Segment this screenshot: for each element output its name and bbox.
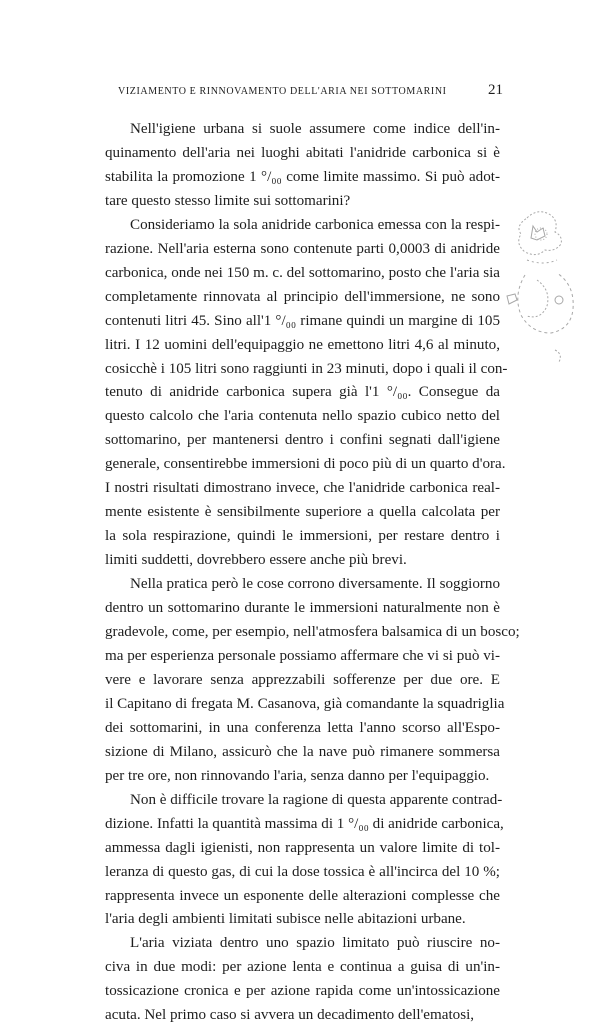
text-line: sizione di Milano, assicurò che la nave può rimanere sommersa bbox=[105, 743, 500, 760]
text-line: tare questo stesso limite sui sottomarini? bbox=[105, 192, 351, 209]
text-line: leranza di questo gas, di cui la dose tossica è all'incirca del 10 %; bbox=[105, 863, 500, 880]
text-line: tossicazione cronica e per azione rapida come un'intossicazione bbox=[105, 983, 500, 1000]
text-line: L'aria viziata dentro uno spazio limitato può riuscire no- bbox=[130, 935, 500, 952]
text-line: dei sottomarini, in una conferenza letta l'anno scorso all'Espo- bbox=[105, 719, 500, 736]
text-line: rappresenta invece un esponente delle alterazioni complesse che bbox=[105, 887, 500, 904]
running-header bbox=[118, 82, 503, 99]
text-line: civa in due modi: per azione lenta e continua a guisa di un'in- bbox=[105, 959, 500, 976]
text-line: l'aria degli ambienti limitati subisce nelle abitazioni urbane. bbox=[105, 911, 466, 928]
text-line: vere e lavorare senza apprezzabili sofferenze per due ore. E bbox=[105, 671, 500, 688]
text-line: ammessa dagli igienisti, non rappresenta un valore limite di tol- bbox=[105, 839, 500, 856]
paragraph bbox=[80, 118, 500, 214]
text-line: limiti suddetti, dovrebbero essere anche più brevi. bbox=[105, 552, 407, 569]
text-line: Nella pratica però le cose corrono diversamente. Il soggiorno bbox=[130, 576, 500, 593]
text-line: carbonica, onde nei 150 m. c. del sottomarino, posto che l'aria sia bbox=[105, 264, 500, 281]
text-line: sottomarino, per mantenersi dentro i confini segnati dall'igiene bbox=[105, 432, 500, 449]
text-line: Nell'igiene urbana si suole assumere come indice dell'in- bbox=[130, 121, 500, 137]
text-line: gradevole, come, per esempio, nell'atmosfera balsamica di un bosco; bbox=[105, 624, 520, 641]
text-line: quinamento dell'aria nei luoghi abitati l'anidride carbonica si è bbox=[105, 144, 500, 161]
text-line: litri. I 12 uomini dell'equipaggio ne emettono litri 4,6 al minuto, bbox=[105, 336, 500, 353]
text-line: Non è difficile trovare la ragione di questa apparente contrad- bbox=[130, 791, 503, 808]
text-line: contenuti litri 45. Sino all'1 °/₀₀ rimane quindi un margine di 105 bbox=[105, 312, 500, 329]
page-number: 21 bbox=[488, 82, 503, 98]
running-title: VIZIAMENTO E RINNOVAMENTO DELL'ARIA NEI SOTTOMARINI bbox=[118, 86, 447, 97]
text-line: il Capitano di fregata M. Casanova, già comandante la squadriglia bbox=[105, 695, 505, 712]
text-line: I nostri risultati dimostrano invece, che l'anidride carbonica real- bbox=[105, 480, 500, 497]
paragraph bbox=[80, 214, 508, 573]
paragraph bbox=[80, 789, 504, 933]
text-line: questo calcolo che l'aria contenuta nello spazio cubico netto del bbox=[105, 408, 500, 425]
text-line: dentro un sottomarino durante le immersioni naturalmente non è bbox=[105, 600, 500, 617]
text-line: Consideriamo la sola anidride carbonica emessa con la respi- bbox=[130, 216, 500, 233]
text-line: stabilita la promozione 1 °/₀₀ come limite massimo. Si può adot- bbox=[105, 168, 500, 185]
text-line: la sola respirazione, quindi le immersioni, per restare dentro i bbox=[105, 528, 500, 545]
text-line: tenuto di anidride carbonica supera già l'1 °/₀₀. Consegue da bbox=[105, 384, 500, 401]
library-stamp-icon bbox=[497, 200, 579, 370]
paragraph bbox=[80, 932, 500, 1028]
text-line: ma per esperienza personale possiamo affermare che vi si può vi- bbox=[105, 647, 500, 664]
text-line: generale, consentirebbe immersioni di poco più di un quarto d'ora. bbox=[105, 456, 506, 473]
text-line: mente esistente è sensibilmente superiore a quella calcolata per bbox=[105, 504, 500, 521]
text-line: acuta. Nel primo caso si avvera un decadimento dell'ematosi, bbox=[105, 1007, 475, 1024]
text-line: dizione. Infatti la quantità massima di 1 °/₀₀ di anidride carbonica, bbox=[105, 815, 504, 832]
text-line: razione. Nell'aria esterna sono contenute parti 0,0003 di anidride bbox=[105, 240, 500, 257]
text-line: cosicchè i 105 litri sono raggiunti in 23 minuti, dopo i quali il con- bbox=[105, 360, 508, 377]
body-text bbox=[80, 118, 520, 1028]
paragraph bbox=[80, 573, 520, 789]
text-line: per tre ore, non rinnovando l'aria, senza danno per l'equipaggio. bbox=[105, 767, 490, 784]
text-line: completamente rinnovata al principio dell'immersione, ne sono bbox=[105, 288, 500, 305]
